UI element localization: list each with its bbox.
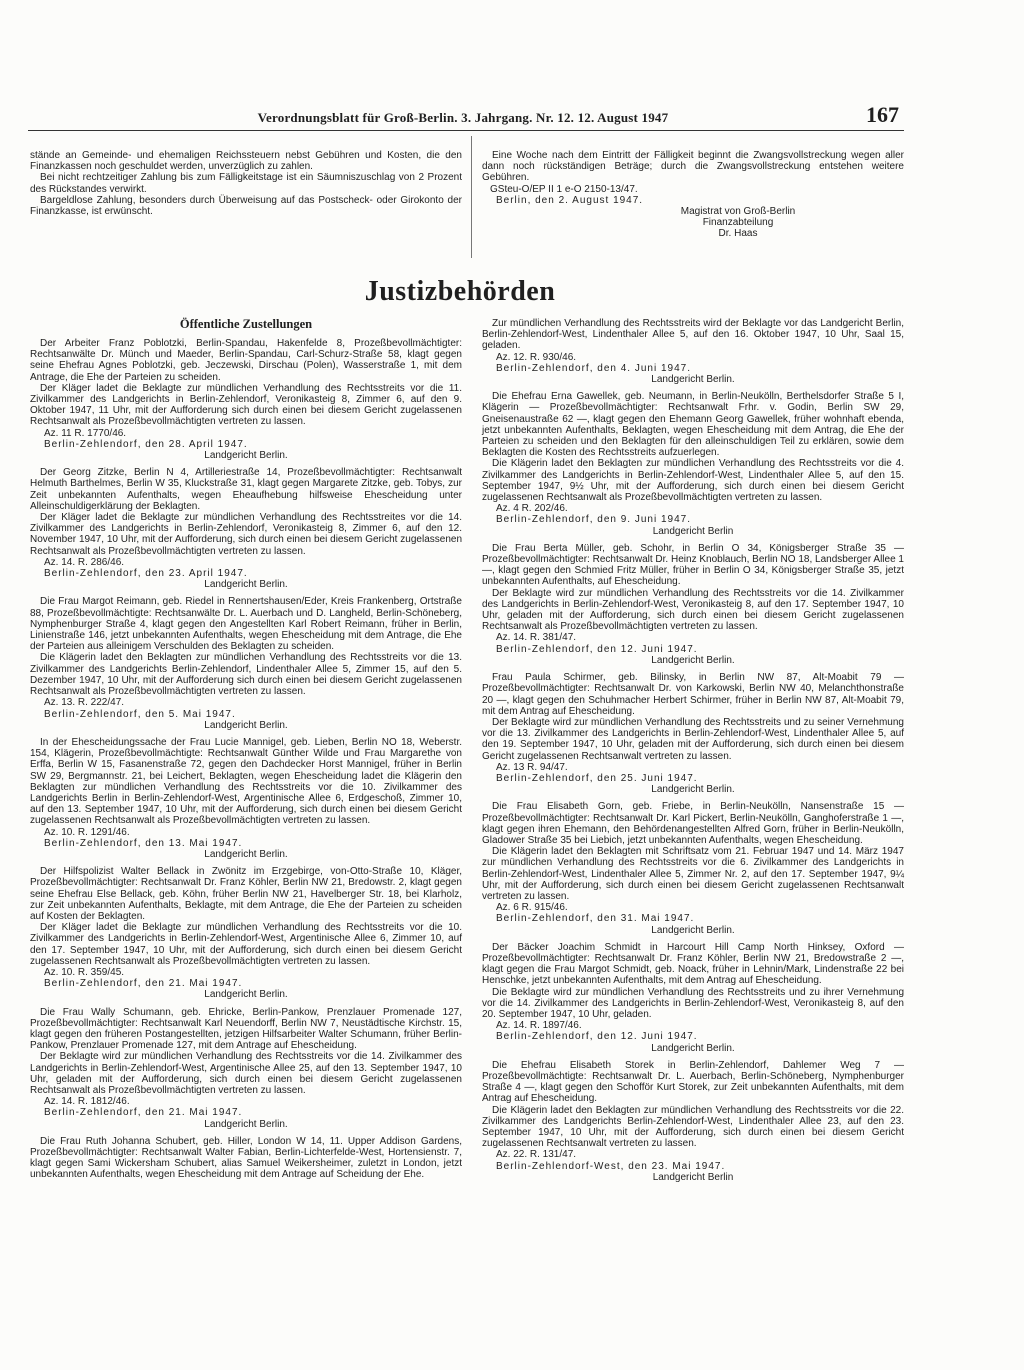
- signature-line: Dr. Haas: [718, 228, 758, 240]
- court-name: Landgericht Berlin.: [204, 1118, 288, 1130]
- notice-entry: [482, 318, 904, 385]
- notice-entry: [30, 737, 462, 860]
- notice-paragraph: Die Beklagte wird zur mündlichen Verhandlung des Rechtsstreits und zu ihrer Vernehmung vor die 14. Zivilkammer des Landgerichts in Berlin-Zehlendorf-West, Veronikasteig 8, auf den 20. September 1947, 10 Uhr, geladen.: [482, 986, 904, 1020]
- place-date: Berlin-Zehlendorf, den 12. Juni 1947.: [496, 1031, 698, 1043]
- place-date: Berlin-Zehlendorf, den 28. April 1947.: [44, 438, 248, 450]
- notice-paragraph: Die Klägerin ladet den Beklagten mit Schriftsatz vom 21. Februar 1947 und 14. März 1947 zur mündlichen Verhandlung des Rechtsstreits vor die 6. Zivilkammer des Landgerichts in Berlin-Zehlendorf-West, Lindenthaler Allee 5, Zimmer Nr. 2, auf den 17. September 1947, 9¼ Uhr, mit der Aufforderung, sich durch einen bei diesem Gericht zugelassenen Rechtsanwalt vertreten zu lassen.: [482, 846, 904, 902]
- place-date: Berlin-Zehlendorf, den 21. Mai 1947.: [44, 978, 243, 990]
- notice-entry: [482, 672, 904, 795]
- notice-paragraph: Die Frau Margot Reimann, geb. Riedel in Rennertshausen/Eder, Kreis Frankenberg, Ortstraße 88, Prozeßbevollmächtigte: Rechtsanwälte Dr. L. Auerbach und D. Langheld, Berlin-Schöneberg, Nymphenburger Straße 4, klagt gegen den Angestellten Karl Robert Reimann, früher in Berlin, Linienstraße 146, jetzt unbekannten Aufenthalts, wegen Ehescheidung mit dem Antrage, die Ehe der Parteien aus alleinigem Verschulden des Beklagten zu scheiden.: [30, 596, 462, 653]
- court-name: Landgericht Berlin.: [204, 450, 288, 462]
- case-number: Az. 14. R. 1812/46.: [44, 1096, 130, 1108]
- top-right-column: [482, 150, 904, 240]
- place-date: Berlin-Zehlendorf, den 21. Mai 1947.: [44, 1107, 243, 1119]
- place-date: Berlin-Zehlendorf, den 12. Juni 1947.: [496, 643, 698, 655]
- notice-entry: [482, 543, 904, 666]
- notice-paragraph: Der Kläger ladet die Beklagte zur mündlichen Verhandlung des Rechtsstreits vor die 10. Zivilkammer des Landgerichts in Berlin-Zehlendorf-West, Argentinische Allee 6, Zimmer 10, auf den 17. September 1947, 10 Uhr, mit der Aufforderung, sich durch einen bei diesem Gericht zugelassenen Rechtsanwalt als Prozeßbevollmächtigten vertreten zu lassen.: [30, 922, 462, 967]
- notice-entry: [30, 467, 462, 590]
- notice-paragraph: Die Frau Wally Schumann, geb. Ehricke, Berlin-Pankow, Prenzlauer Promenade 127, Prozeßbevollmächtigter: Rechtsanwalt Karl Neuendorff, Berlin NW 7, Neustädtische Kirchstr. 15, klagt gegen den früheren Postangestellten, jetzigen Hilfsarbeiter Walter Schumann, früher Berlin-Pankow, Prenzlauer Promenade 127, mit dem Antrage auf Ehescheidung.: [30, 1006, 462, 1052]
- column-divider: [471, 136, 472, 258]
- notice-paragraph: Die Klägerin ladet den Beklagten zur mündlichen Verhandlung des Rechtsstreits vor die 22. Zivilkammer des Landgerichts Berlin-Zehlendorf-West, Lindenthaler Allee 23, auf den 23. September 1947, 10 Uhr, mit der Aufforderung, sich durch einen bei diesem Gericht zugelassenen Rechtsanwalt vertreten zu lassen.: [482, 1104, 904, 1150]
- right-column: [482, 318, 904, 1183]
- text-paragraph: Bargeldlose Zahlung, besonders durch Überweisung auf das Postscheck- oder Girokonto der Finanzkasse, ist erwünscht.: [30, 194, 462, 218]
- court-name: Landgericht Berlin.: [651, 924, 735, 936]
- court-name: Landgericht Berlin: [652, 1171, 734, 1183]
- notice-paragraph: Der Hilfspolizist Walter Bellack in Zwönitz im Erzgebirge, von-Otto-Straße 10, Kläger, Prozeßbevollmächtigter: Rechtsanwalt Dr. Franz Köhler, Berlin NW 21, Bredowstr. 2, klagt gegen seine Ehefrau Else Bellack, geb. Köhn, früher Berlin NW 21, Havelberger Str. 18, bei Klarholz, zur Zeit unbekannten Aufenthalts, Beklagte, mit dem Antrage, die Ehe der Parteien zu scheiden auf Kosten der Beklagten.: [30, 866, 462, 922]
- notice-paragraph: Der Kläger ladet die Beklagte zur mündlichen Verhandlung des Rechtsstreits vor die 11. Zivilkammer des Landgerichts in Berlin-Zehlendorf, Veronikasteig 8, Zimmer 6, auf den 9. Oktober 1947, 11 Uhr, mit der Aufforderung sich durch einen bei diesem Gericht zugelassenen Rechtsanwalt als Prozeßbevollmächtigten vertreten zu lassen.: [30, 382, 462, 428]
- notice-entry: [482, 942, 904, 1054]
- case-number: Az. 13. R. 222/47.: [44, 697, 125, 709]
- court-name: Landgericht Berlin: [652, 525, 734, 537]
- notice-paragraph: Die Klägerin ladet den Beklagten zur mündlichen Verhandlung des Rechtsstreits vor die 4. Zivilkammer des Landgerichts in Berlin-Zehlendorf-West, Lindenthaler Allee 5, auf den 15. September 1947, 9½ Uhr, mit der Aufforderung, sich durch einen bei diesem Gericht zugelassenen Rechtsanwalt als Prozeßbevollmächtigten vertreten zu lassen.: [482, 458, 904, 504]
- case-number: Az. 22. R. 131/47.: [496, 1149, 577, 1161]
- court-name: Landgericht Berlin.: [204, 719, 288, 731]
- place-date: Berlin-Zehlendorf, den 13. Mai 1947.: [44, 837, 243, 849]
- header-rule: [28, 130, 904, 131]
- place-date: Berlin-Zehlendorf, den 31. Mai 1947.: [496, 913, 695, 925]
- court-name: Landgericht Berlin.: [204, 848, 288, 860]
- place-date: Berlin-Zehlendorf, den 5. Mai 1947.: [44, 708, 236, 720]
- notice-paragraph: Die Klägerin ladet den Beklagten zur mündlichen Verhandlung des Rechtsstreits vor die 13. Zivilkammer des Landgerichts Berlin-Zehlendorf, Lindenthaler Allee 5, Zimmer 15, auf den 5. Dezember 1947, 10 Uhr, mit der Aufforderung sich durch einen bei diesem Gericht zugelassenen Rechtsanwalt als Prozeßbevollmächtigten vertreten zu lassen.: [30, 652, 462, 698]
- subsection-title: Öffentliche Zustellungen: [179, 317, 313, 331]
- section-title: Justizbehörden: [364, 276, 556, 307]
- notice-paragraph: Der Beklagte wird zur mündlichen Verhandlung des Rechtsstreits vor die 14. Zivilkammer des Landgerichts in Berlin-Zehlendorf-West, Veronikasteig 8, auf den 17. September 1947, 10 Uhr, geladen mit der Aufforderung, sich durch einen bei diesem Gericht zugelassenen Rechtsanwalt als Prozeßbevollmächtigten vertreten zu lassen.: [482, 587, 904, 633]
- case-number: Az. 13 R. 94/47.: [496, 761, 568, 773]
- court-name: Landgericht Berlin.: [204, 579, 288, 591]
- text-paragraph: Bei nicht rechtzeitiger Zahlung bis zum Fälligkeitstage ist ein Säumniszuschlag von 2 Prozent des Rückstandes verwirkt.: [30, 172, 462, 195]
- notice-entry: [30, 596, 462, 730]
- case-number: Az. 10. R. 359/45.: [44, 966, 125, 978]
- signature-line: Finanzabteilung: [702, 217, 774, 229]
- place-date: Berlin-Zehlendorf, den 4. Juni 1947.: [496, 362, 691, 374]
- notice-paragraph: Die Frau Ruth Johanna Schubert, geb. Hiller, London W 14, 11. Upper Addison Gardens, Prozeßbevollmächtigter: Rechtsanwalt Walter Fabian, Berlin-Lichterfelde-West, Hortensienstr. 7, klagt gegen Sami Wickersham Schubert, alias Samuel Weikersheimer, zuletzt in London, jetzt unbekannten Aufenthalts, wegen Ehescheidung mit dem Antrage auf Scheidung der Ehe.: [30, 1135, 462, 1181]
- place-date: Berlin-Zehlendorf, den 23. April 1947.: [44, 568, 248, 580]
- court-name: Landgericht Berlin.: [651, 784, 735, 796]
- text-paragraph: Eine Woche nach dem Eintritt der Fälligkeit beginnt die Zwangsvollstreckung wegen aller dann noch rückständigen Beträge; durch die Zwangsvollstreckung entstehen weitere Gebühren.: [482, 150, 904, 184]
- case-number: Az. 12. R. 930/46.: [496, 351, 577, 363]
- top-left-column: [30, 150, 462, 217]
- case-number: Az. 11 R. 1770/46.: [44, 427, 127, 439]
- case-number: Az. 14. R. 381/47.: [496, 632, 577, 644]
- text-paragraph: stände an Gemeinde- und ehemaligen Reichssteuern nebst Gebühren und Kosten, die den Finanzkassen noch geschuldet werden, unverzüglich zu zahlen.: [30, 150, 462, 173]
- notice-paragraph: Der Georg Zitzke, Berlin N 4, Artilleriestraße 14, Prozeßbevollmächtigter: Rechtsanwalt Helmuth Barthelmes, Berlin W 35, Kluckstraße 31, klagt gegen Margarete Zitzke, geb. Tobys, zur Zeit unbekannten Aufenthalts, wegen Eheaufhebung hilfsweise Ehescheidung unter Alleinschuldigerklärung der Beklagten.: [30, 467, 462, 512]
- place-date: Berlin, den 2. August 1947.: [496, 194, 644, 206]
- case-number: Az. 14. R. 286/46.: [44, 556, 125, 568]
- notice-entry: [482, 801, 904, 935]
- left-column: [30, 316, 462, 1181]
- case-number: Az. 4 R. 202/46.: [496, 503, 568, 515]
- place-date: Berlin-Zehlendorf, den 9. Juni 1947.: [496, 514, 691, 526]
- notice-paragraph: Die Ehefrau Elisabeth Storek in Berlin-Zehlendorf, Dahlemer Weg 7 — Prozeßbevollmächtigte: Rechtsanwalt Dr. L. Auerbach, Berlin-Schöneberg, Nymphenburger Straße 4 —, klagt gegen den Schofför Kurt Storek, zur Zeit unbekannten Aufenthalts, mit dem Antrag auf Ehescheidung.: [482, 1059, 904, 1105]
- notice-paragraph: Der Beklagte wird zur mündlichen Verhandlung des Rechtsstreits vor die 14. Zivilkammer des Landgerichts in Berlin-Zehlendorf-West, Argentinische Allee 25, auf den 13. September 1947, 10 Uhr, geladen mit der Aufforderung, sich durch einen bei diesem Gericht zugelassenen Rechtsanwalt als Prozeßbevollmächtigten vertreten zu lassen.: [30, 1051, 462, 1096]
- page-number: 167: [866, 102, 899, 127]
- case-number: Az. 14. R. 1897/46.: [496, 1020, 582, 1032]
- notice-paragraph: Die Frau Elisabeth Gorn, geb. Friebe, in Berlin-Neukölln, Nansenstraße 15 — Prozeßbevollmächtigter: Rechtsanwalt Dr. Karl Pickert, Berlin-Neukölln, Ganghoferstraße 1 —, klagt gegen ihren Ehemann, den Behördenangestellten Alfred Gorn, früher in Berlin-Neukölln, Gladower Straße 35 bei Liebich, jetzt unbekannten Aufenthalts, wegen Ehescheidung.: [482, 801, 904, 846]
- notice-entry: [482, 391, 904, 537]
- notice-paragraph: Zur mündlichen Verhandlung des Rechtsstreits wird der Beklagte vor das Landgericht Berlin, Berlin-Zehlendorf-West, Lindenthaler Allee 5, auf den 16. Oktober 1947, 10 Uhr, Saal 15, geladen.: [482, 318, 904, 352]
- notice-paragraph: Die Ehefrau Erna Gawellek, geb. Neumann, in Berlin-Neukölln, Berthelsdorfer Straße 5 I, Klägerin — Prozeßbevollmächtigter: Rechtsanwalt Frhr. v. Godin, Berlin SW 29, Gneisenaustraße 62 —, klagt gegen den Ehemann Georg Gawellek, früher wohnhaft ebenda, jetzt unbekannten Aufenthalts, Beklagten, wegen Ehescheidung mit dem Antrag, die Ehe der Parteien zu scheiden und den Beklagten für den alleinschuldigen Teil zu erklären, sowie dem Beklagten die Kosten des Rechtsstreits aufzuerlegen.: [482, 391, 904, 459]
- notice-entry: [30, 1007, 462, 1130]
- notice-paragraph: Frau Paula Schirmer, geb. Bilinsky, in Berlin NW 87, Alt-Moabit 79 — Prozeßbevollmächtigter: Rechtsanwalt Dr. von Karkowski, Berlin NW 40, Melanchthonstraße 20 —, klagt gegen den Schuhmacher Herbert Schirmer, früher in Berlin NW 87, Alt-Moabit 79, mit dem Antrag auf Ehescheidung.: [482, 672, 904, 717]
- notice-paragraph: Die Frau Berta Müller, geb. Schohr, in Berlin O 34, Königsberger Straße 35 — Prozeßbevollmächtigter: Rechtsanwalt Dr. Heinz Knoblauch, Berlin NO 18, Landsberger Allee 1 —, klagt gegen den Schmied Fritz Müller, früher in Berlin O 34, Königsberger Straße 35, jetzt unbekannten Aufenthalts, auf Ehescheidung.: [482, 542, 904, 588]
- court-name: Landgericht Berlin.: [204, 989, 288, 1001]
- court-name: Landgericht Berlin.: [651, 1042, 735, 1054]
- case-number: Az. 6 R. 915/46.: [496, 902, 568, 914]
- notice-paragraph: In der Ehescheidungssache der Frau Lucie Mannigel, geb. Lieben, Berlin NO 18, Weberstr. 154, Klägerin, Prozeßbevollmächtigte: Rechtsanwalt Günther Wilde und Frau Margarethe von Erffa, Berlin W 15, Fasanenstraße 72, gegen den Dachdecker Horst Mannigel, früher in Berlin SW 29, Bergmannstr. 21, bei Leichert, Beklagten, wegen Ehescheidung ladet die Klägerin den Beklagten zur mündlichen Verhandlung des Rechtsstreits vor die 10. Zivilkammer des Landgerichts Berlin in Berlin-Zehlendorf-West, Argentinische Allee 6, Erdgeschoß, Zimmer 10, auf den 13. September 1947, 10 Uhr, mit der Aufforderung, sich durch einen bei diesem Gericht zugelassenen Rechtsanwalt als Prozeßbevollmächtigten vertreten zu lassen.: [30, 736, 462, 827]
- notice-paragraph: Der Bäcker Joachim Schmidt in Harcourt Hill Camp North Hinksey, Oxford — Prozeßbevollmächtigter: Rechtsanwalt Dr. Franz Köhler, Berlin NW 21, Bredowstraße 2 —, klagt gegen die Frau Margot Schmidt, geb. Noack, früher in Lehnin/Mark, Lindenstraße 22 bei Henschke, jetzt unbekannten Aufenthalts, mit dem Antrag auf Ehescheidung.: [482, 941, 904, 987]
- notice-entry: [30, 1136, 462, 1181]
- notice-entry: [30, 338, 462, 461]
- notice-paragraph: Der Beklagte wird zur mündlichen Verhandlung des Rechtsstreits und zu seiner Vernehmung vor die 13. Zivilkammer des Landgerichts in Berlin-Zehlendorf-West, Lindenthaler Allee 5, auf den 19. September 1947, 10 Uhr, geladen mit der Aufforderung, sich durch einen bei diesem Gericht zugelassenen Rechtsanwalt vertreten zu lassen.: [482, 716, 904, 762]
- case-number: Az. 10. R. 1291/46.: [44, 826, 130, 838]
- signature-line: Magistrat von Groß-Berlin: [680, 206, 796, 218]
- running-header: Verordnungsblatt für Groß-Berlin. 3. Jahrgang. Nr. 12. 12. August 1947: [257, 110, 669, 125]
- court-name: Landgericht Berlin.: [651, 654, 735, 666]
- notice-entry: [30, 866, 462, 1000]
- court-name: Landgericht Berlin.: [651, 374, 735, 386]
- reference-number: GSteu-O/EP II 1 e-O 2150-13/47.: [490, 183, 638, 195]
- notice-paragraph: Der Arbeiter Franz Poblotzki, Berlin-Spandau, Hakenfelde 8, Prozeßbevollmächtigter: Rechtsanwälte Dr. Münch und Maeder, Berlin-Spandau, Carl-Schurz-Straße 58, klagt gegen seine Ehefrau Agnes Poblotzki, geb. Jeczewski, Dirschau (Polen), Wasserstraße 1, mit dem Antrage, die Ehe der Parteien zu scheiden.: [30, 338, 462, 383]
- place-date: Berlin-Zehlendorf-West, den 23. Mai 1947.: [496, 1160, 726, 1172]
- notice-entry: [482, 1060, 904, 1183]
- notice-paragraph: Der Kläger ladet die Beklagte zur mündlichen Verhandlung des Rechtsstreites vor die 14. Zivilkammer des Landgerichts in Berlin-Zehlendorf, Veronikasteig 8, Zimmer 6, auf den 12. November 1947, 10 Uhr, mit der Aufforderung, sich durch einen bei diesem Gericht zugelassenen Rechtsanwalt als Prozeßbevollmächtigten vertreten zu lassen.: [30, 512, 462, 557]
- place-date: Berlin-Zehlendorf, den 25. Juni 1947.: [496, 772, 698, 784]
